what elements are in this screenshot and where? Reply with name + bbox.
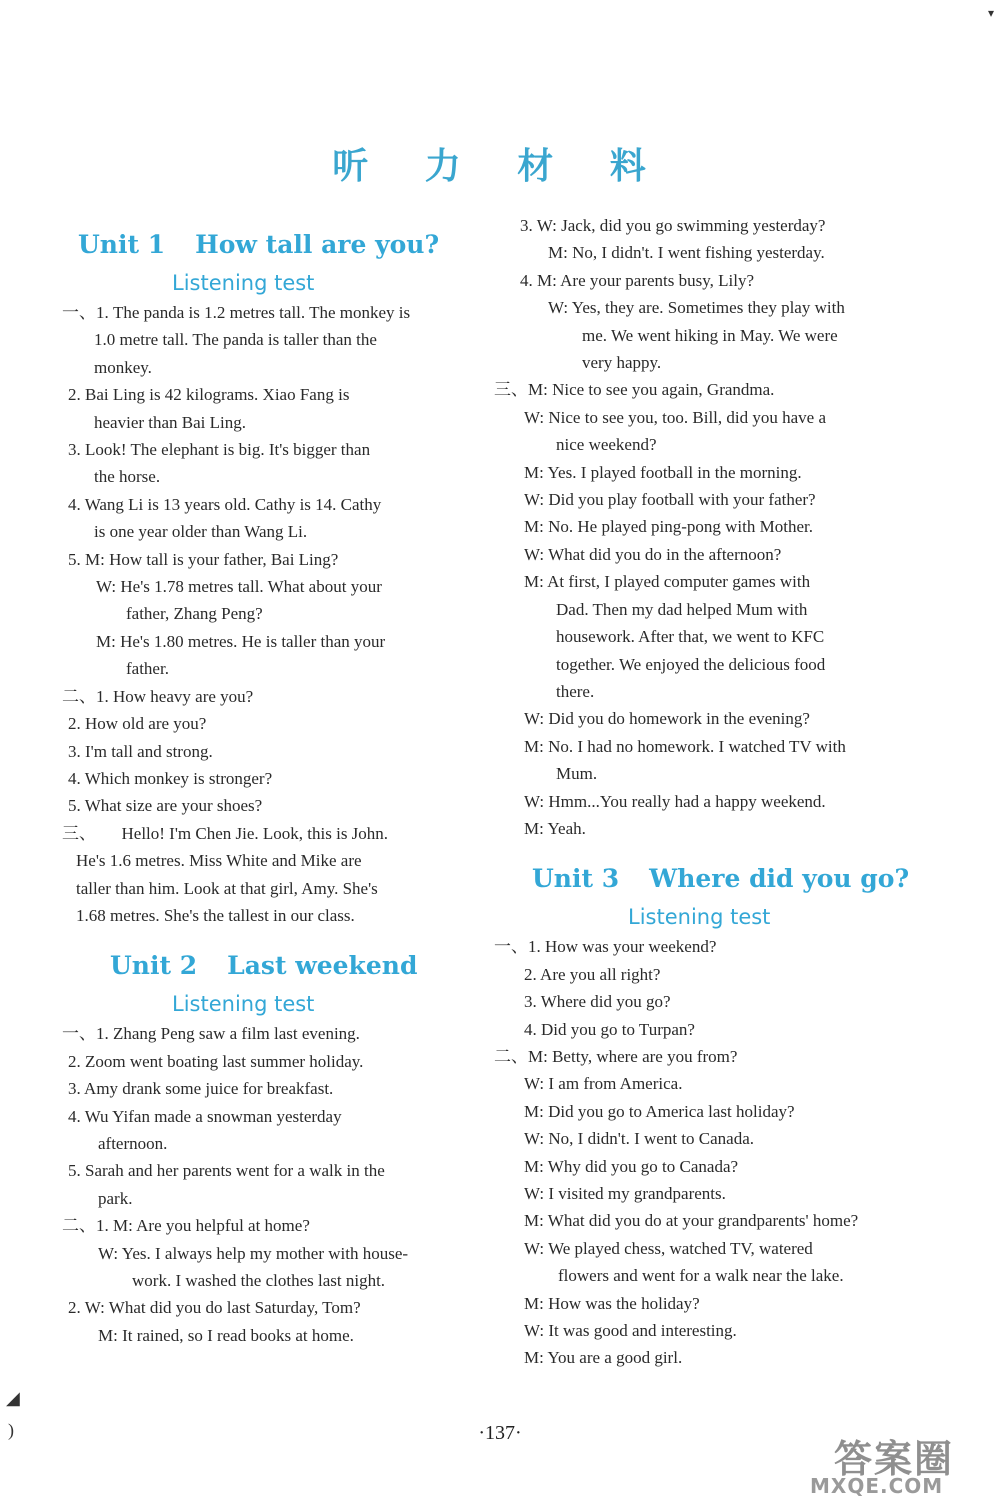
text-line: 三、 Hello! I'm Chen Jie. Look, this is John. — [62, 823, 389, 843]
left-column — [62, 212, 462, 1349]
text-line: the horse. — [94, 467, 161, 487]
text-line: 5. M: How tall is your father, Bai Ling? — [68, 549, 339, 569]
text-line: M: No. He played ping-pong with Mother. — [524, 517, 813, 537]
text-line: 一、1. The panda is 1.2 metres tall. The monkey is — [62, 303, 411, 322]
text-line: M: No. I had no homework. I watched TV with — [524, 736, 846, 756]
page-number: ·137· — [478, 1422, 522, 1444]
text-line: 4. M: Are your parents busy, Lily? — [520, 270, 755, 290]
text-line: M: Why did you go to Canada? — [524, 1156, 739, 1176]
text-line: 1.68 metres. She's the tallest in our class. — [76, 905, 355, 925]
text-line: W: Nice to see you, too. Bill, did you have a — [524, 407, 826, 427]
text-line: W: Did you do homework in the evening? — [524, 709, 810, 729]
unit-heading — [62, 951, 462, 980]
text-line: M: At first, I played computer games with — [524, 572, 811, 592]
text-line: 2. W: What did you do last Saturday, Tom? — [68, 1298, 361, 1318]
text-line: monkey. — [94, 357, 152, 377]
text-line: 3. Look! The elephant is big. It's bigger than — [68, 440, 371, 460]
text-line: 2. Zoom went boating last summer holiday. — [68, 1051, 364, 1071]
text-line: 3. I'm tall and strong. — [68, 741, 213, 761]
text-line: 3. W: Jack, did you go swimming yesterday? — [520, 216, 826, 235]
text-line: W: I visited my grandparents. — [524, 1184, 726, 1203]
unit-number: Unit 3 — [532, 864, 620, 894]
text-line: Mum. — [556, 764, 598, 784]
text-line: M: You are a good girl. — [524, 1348, 683, 1368]
text-line: 5. Sarah and her parents went for a walk in the — [68, 1161, 385, 1181]
unit-title: How tall are you? — [195, 230, 440, 259]
text-line: very happy. — [582, 353, 662, 373]
text-line: heavier than Bai Ling. — [94, 412, 247, 432]
text-line: 一、1. Zhang Peng saw a film last evening. — [62, 1024, 360, 1044]
text-line: 4. Which monkey is stronger? — [68, 768, 273, 788]
unit-title: Where did you go? — [649, 864, 910, 894]
text-line: W: What did you do in the afternoon? — [524, 544, 782, 564]
text-line: 2. Bai Ling is 42 kilograms. Xiao Fang is — [68, 385, 350, 405]
text-line: taller than him. Look at that girl, Amy. She's — [76, 878, 378, 898]
text-line: 3. Where did you go? — [524, 992, 671, 1012]
text-line: afternoon. — [98, 1133, 168, 1153]
text-line: M: Yes. I played football in the morning. — [524, 462, 802, 482]
text-line: M: No, I didn't. I went fishing yesterday. — [548, 243, 825, 263]
unit-title: Last weekend — [227, 951, 418, 981]
text-line: is one year older than Wang Li. — [94, 522, 308, 542]
text-line: M: He's 1.80 metres. He is taller than your — [96, 631, 386, 651]
page-title: 听 力 材 料 — [332, 146, 668, 187]
text-line: 2. Are you all right? — [524, 964, 661, 984]
text-line: flowers and went for a walk near the lake. — [558, 1266, 844, 1286]
unit-number: Unit 1 — [78, 230, 166, 259]
unit-number: Unit 2 — [110, 951, 198, 981]
text-line: W: Hmm...You really had a happy weekend. — [524, 791, 826, 811]
text-line: 3. Amy drank some juice for breakfast. — [68, 1079, 334, 1099]
text-line: M: How was the holiday? — [524, 1293, 700, 1313]
text-line: nice weekend? — [556, 435, 657, 455]
text-line: 1.0 metre tall. The panda is taller than the — [94, 330, 377, 350]
text-line: 二、1. How heavy are you? — [62, 686, 254, 706]
text-line: park. — [98, 1188, 133, 1208]
text-line: work. I washed the clothes last night. — [132, 1271, 386, 1290]
text-line: W: Yes, they are. Sometimes they play with — [548, 298, 845, 318]
corner-dot-icon: ▾ — [987, 6, 994, 20]
bracket-mark-icon: ) — [8, 1420, 14, 1440]
text-line: me. We went hiking in May. We were — [582, 325, 838, 345]
text-line: W: We played chess, watched TV, watered — [524, 1238, 813, 1258]
text-line: M: Did you go to America last holiday? — [524, 1101, 795, 1121]
text-line: 三、M: Nice to see you again, Grandma. — [494, 380, 775, 400]
text-line: W: No, I didn't. I went to Canada. — [524, 1129, 754, 1149]
text-line: 二、M: Betty, where are you from? — [494, 1046, 738, 1066]
corner-mark-icon: ◢ — [6, 1388, 20, 1408]
text-line: W: Did you play football with your father? — [524, 490, 816, 510]
watermark-bottom: MXQE.COM — [810, 1474, 944, 1498]
text-line: 4. Wu Yifan made a snowman yesterday — [68, 1106, 342, 1126]
section-subtitle: Listening test — [172, 992, 315, 1017]
text-line: 二、1. M: Are you helpful at home? — [62, 1216, 310, 1236]
text-line: together. We enjoyed the delicious food — [556, 654, 826, 674]
text-line: there. — [556, 681, 595, 701]
text-line: father, Zhang Peng? — [126, 604, 263, 624]
text-line: 4. Did you go to Turpan? — [524, 1019, 695, 1039]
text-line: W: He's 1.78 metres tall. What about your — [96, 577, 382, 597]
text-line: father. — [126, 659, 169, 679]
text-line: M: Yeah. — [524, 818, 586, 838]
text-line: Dad. Then my dad helped Mum with — [556, 599, 808, 619]
text-line: 一、1. How was your weekend? — [494, 937, 717, 957]
section-subtitle: Listening test — [628, 905, 771, 930]
unit-heading — [494, 864, 914, 893]
text-line: W: It was good and interesting. — [524, 1321, 737, 1341]
text-line: housework. After that, we went to KFC — [556, 627, 825, 647]
text-line: 2. How old are you? — [68, 714, 207, 734]
unit-heading — [62, 230, 462, 259]
text-line: 5. What size are your shoes? — [68, 796, 263, 816]
text-line: He's 1.6 metres. Miss White and Mike are — [76, 851, 362, 871]
text-line: 4. Wang Li is 13 years old. Cathy is 14. Cathy — [68, 494, 382, 514]
text-line: W: I am from America. — [524, 1074, 683, 1094]
text-line: W: Yes. I always help my mother with house- — [98, 1243, 409, 1263]
right-column — [494, 212, 914, 1372]
text-line: M: It rained, so I read books at home. — [98, 1325, 354, 1345]
watermark-top: 答案圈 — [834, 1437, 955, 1481]
watermark-logo — [804, 1428, 992, 1498]
section-subtitle: Listening test — [172, 271, 315, 295]
text-line: M: What did you do at your grandparents' home? — [524, 1211, 859, 1231]
